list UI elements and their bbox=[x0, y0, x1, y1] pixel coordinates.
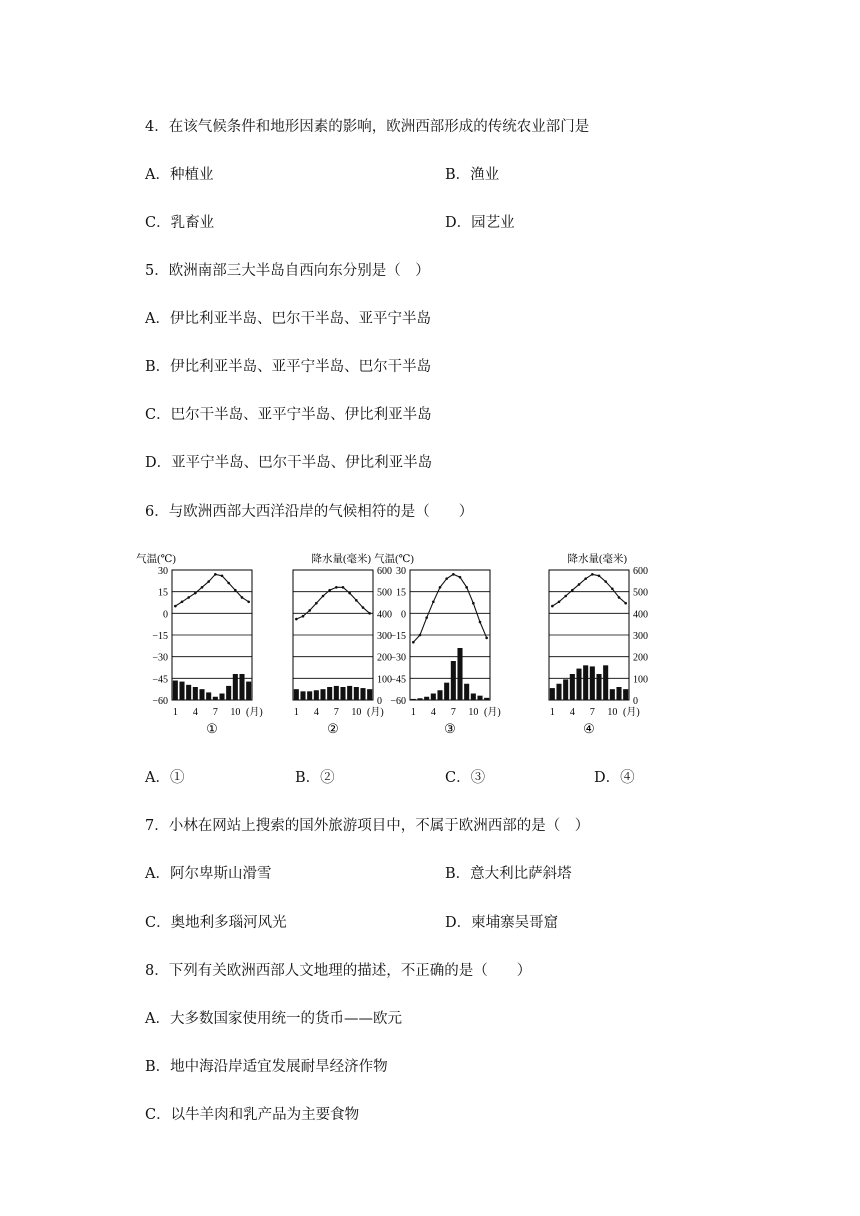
chart-3-temp-point bbox=[459, 576, 462, 579]
chart-1-month-tick: (月) bbox=[246, 707, 263, 718]
q5-option-d[interactable]: D．亚平宁半岛、巴尔干半岛、伊比利亚半岛 bbox=[145, 455, 433, 471]
q6-option-c[interactable]: C．③ bbox=[445, 770, 486, 786]
q4-option-b[interactable]: B．渔业 bbox=[445, 167, 500, 183]
chart-3-temp-point bbox=[419, 634, 422, 637]
chart-2-month-tick: 10 bbox=[351, 707, 362, 718]
chart-4-precip-tick: 100 bbox=[633, 674, 648, 686]
chart-1-month-tick: 7 bbox=[212, 707, 218, 718]
q8-option-c[interactable]: C．以牛羊肉和乳产品为主要食物 bbox=[145, 1107, 360, 1123]
chart-1-precip-bar bbox=[186, 685, 191, 700]
chart-1-precip-bar bbox=[226, 686, 231, 700]
chart-4-month-tick: 7 bbox=[589, 707, 595, 718]
chart-4-precip-bar bbox=[563, 679, 568, 700]
chart-2-precip-tick: 200 bbox=[377, 652, 392, 664]
q7-option-a[interactable]: A．阿尔卑斯山滑雪 bbox=[145, 866, 272, 882]
q6-option-a[interactable]: A．① bbox=[145, 770, 185, 786]
chart-3-temp-point bbox=[412, 641, 415, 644]
chart-1-temp-point bbox=[187, 596, 190, 599]
chart-1-precip-bar bbox=[233, 674, 238, 700]
q6-option-b[interactable]: B．② bbox=[295, 770, 335, 786]
chart-1-temp-point bbox=[201, 586, 204, 589]
q7-option-b[interactable]: B．意大利比萨斜塔 bbox=[445, 866, 572, 882]
chart-4-precip-tick: 0 bbox=[633, 696, 638, 707]
chart-3-temp-tick: 0 bbox=[401, 609, 406, 621]
chart-3-precip-bar bbox=[417, 698, 422, 700]
chart-4-precip-tick: 200 bbox=[633, 652, 648, 664]
chart-4-precip-tick: 400 bbox=[633, 609, 648, 621]
chart-4-precip-tick: 600 bbox=[633, 566, 648, 577]
chart-1-temp-point bbox=[174, 605, 177, 608]
chart-3-temp-tick: 15 bbox=[396, 587, 406, 599]
chart-3-precip-bar bbox=[471, 694, 476, 701]
chart-2-precip-axis-label: 降水量(毫米) bbox=[311, 554, 371, 565]
q4-stem: 4．在该气候条件和地形因素的影响，欧洲西部形成的传统农业部门是 bbox=[145, 119, 590, 135]
chart-1-temp-point bbox=[234, 589, 237, 592]
chart-3-temp-point bbox=[445, 577, 448, 580]
chart-2-precip-bar bbox=[327, 687, 332, 700]
chart-2-caption: ② bbox=[327, 721, 339, 736]
chart-1-temp-point bbox=[207, 580, 210, 583]
chart-2-precip-tick: 300 bbox=[377, 631, 392, 642]
chart-4-temp-point bbox=[571, 589, 574, 592]
chart-2-temp-point bbox=[368, 612, 371, 615]
chart-4-temp-point bbox=[591, 573, 594, 576]
chart-2-temp-line bbox=[296, 587, 369, 619]
chart-2-temp-point bbox=[355, 599, 358, 602]
q5-option-c[interactable]: C．巴尔干半岛、亚平宁半岛、伊比利亚半岛 bbox=[145, 407, 432, 423]
chart-2-precip-tick: 0 bbox=[377, 696, 382, 707]
chart-3-month-tick: 7 bbox=[450, 707, 456, 718]
chart-3-precip-bar bbox=[431, 694, 436, 701]
chart-3-caption: ③ bbox=[444, 721, 456, 736]
chart-1-month-tick: 10 bbox=[230, 707, 241, 718]
chart-1-temp-point bbox=[247, 600, 250, 603]
chart-2-precip-bar bbox=[340, 687, 345, 700]
chart-4-precip-bar bbox=[556, 684, 561, 700]
chart-2-temp-point bbox=[302, 615, 305, 618]
chart-2-precip-bar bbox=[354, 687, 359, 700]
chart-4-month-tick: 4 bbox=[569, 707, 575, 718]
chart-2-month-tick: (月) bbox=[367, 707, 384, 718]
chart-3-temp-point bbox=[465, 586, 468, 589]
chart-1-temp-tick: 0 bbox=[163, 609, 168, 621]
q6-option-d[interactable]: D．④ bbox=[594, 770, 635, 786]
chart-3-temp-tick: −60 bbox=[390, 696, 406, 707]
chart-1-month-tick: 1 bbox=[172, 707, 178, 718]
chart-4-precip-bar bbox=[550, 688, 555, 700]
chart-1-precip-bar bbox=[193, 687, 198, 700]
chart-2-month-tick: 7 bbox=[333, 707, 339, 718]
chart-2-month-tick: 1 bbox=[293, 707, 299, 718]
chart-3-temp-point bbox=[472, 602, 475, 605]
chart-2-precip-bar bbox=[360, 688, 365, 700]
chart-1-temp-point bbox=[214, 573, 217, 576]
chart-2-precip-bar bbox=[367, 689, 372, 700]
chart-2-month-tick: 4 bbox=[313, 707, 319, 718]
q7-option-c[interactable]: C．奥地利多瑙河风光 bbox=[145, 915, 287, 931]
chart-2-temp-point bbox=[348, 592, 351, 595]
chart-1-temp-point bbox=[194, 592, 197, 595]
chart-2-temp-point bbox=[362, 606, 365, 609]
chart-1-temp-point bbox=[227, 582, 230, 585]
q4-option-a[interactable]: A．种植业 bbox=[145, 167, 214, 183]
chart-3-precip-bar bbox=[411, 699, 416, 700]
chart-3-temp-tick: −30 bbox=[390, 652, 406, 664]
chart-4-temp-point bbox=[558, 600, 561, 603]
chart-1-temp-tick: 30 bbox=[158, 566, 168, 577]
q6-stem: 6．与欧洲西部大西洋沿岸的气候相符的是（ ） bbox=[145, 504, 474, 520]
chart-3-precip-bar bbox=[484, 698, 489, 700]
chart-3-temp-point bbox=[485, 637, 488, 640]
chart-3-month-tick: 4 bbox=[430, 707, 436, 718]
chart-4-temp-point bbox=[584, 577, 587, 580]
chart-3-precip-bar bbox=[444, 683, 449, 700]
chart-2-precip-tick: 600 bbox=[377, 566, 392, 577]
chart-1-precip-bar bbox=[239, 674, 244, 700]
chart-3-temp-point bbox=[479, 621, 482, 624]
chart-1-temp-point bbox=[221, 574, 224, 577]
climate-charts-svg bbox=[136, 545, 670, 740]
chart-2-temp-point bbox=[322, 595, 325, 598]
chart-3-temp-axis-label: 气温(℃) bbox=[374, 554, 414, 565]
chart-3-precip-bar bbox=[457, 648, 462, 700]
chart-4-precip-axis-label: 降水量(毫米) bbox=[567, 554, 627, 565]
chart-1-precip-bar bbox=[199, 689, 204, 700]
chart-2-precip-bar bbox=[307, 691, 312, 700]
chart-4-temp-point bbox=[604, 580, 607, 583]
chart-4-temp-point bbox=[598, 574, 601, 577]
chart-2-precip-tick: 100 bbox=[377, 674, 392, 686]
chart-4-precip-bar bbox=[576, 669, 581, 700]
chart-4-precip-bar bbox=[570, 674, 575, 700]
chart-4-precip-tick: 300 bbox=[633, 631, 648, 642]
chart-4-precip-bar bbox=[596, 674, 601, 700]
chart-3-temp-point bbox=[439, 586, 442, 589]
chart-2-precip-bar bbox=[320, 689, 325, 700]
q7-option-d[interactable]: D．柬埔寨吴哥窟 bbox=[445, 915, 559, 931]
chart-3-month-tick: (月) bbox=[484, 707, 501, 718]
q5-stem: 5．欧洲南部三大半岛自西向东分别是（ ） bbox=[145, 263, 430, 279]
chart-4-precip-bar bbox=[623, 689, 628, 700]
chart-3-month-tick: 1 bbox=[410, 707, 416, 718]
chart-2-precip-bar bbox=[347, 686, 352, 700]
chart-1-temp-tick: −60 bbox=[152, 696, 168, 707]
chart-2-precip-bar bbox=[334, 686, 339, 700]
climate-charts bbox=[136, 545, 670, 740]
chart-1-temp-axis-label: 气温(℃) bbox=[136, 554, 176, 565]
q8-option-b[interactable]: B．地中海沿岸适宜发展耐旱经济作物 bbox=[145, 1059, 388, 1075]
chart-2-temp-point bbox=[295, 618, 298, 621]
chart-3-precip-bar bbox=[464, 684, 469, 700]
chart-4-precip-bar bbox=[603, 665, 608, 700]
chart-2-precip-bar bbox=[314, 690, 319, 700]
chart-4-month-tick: 1 bbox=[549, 707, 555, 718]
q5-option-b[interactable]: B．伊比利亚半岛、亚平宁半岛、巴尔干半岛 bbox=[145, 359, 432, 375]
chart-3-temp-line bbox=[413, 574, 486, 642]
chart-4-month-tick: 10 bbox=[607, 707, 618, 718]
chart-1-temp-line bbox=[175, 574, 248, 606]
chart-3-precip-bar bbox=[477, 696, 482, 700]
chart-1-temp-point bbox=[241, 596, 244, 599]
chart-3-temp-tick: 30 bbox=[396, 566, 406, 577]
q4-option-d[interactable]: D．园艺业 bbox=[445, 215, 515, 231]
chart-1-month-tick: 4 bbox=[192, 707, 198, 718]
chart-1-precip-bar bbox=[173, 681, 178, 701]
chart-3-temp-tick: −15 bbox=[390, 631, 406, 642]
q5-option-a[interactable]: A．伊比利亚半岛、巴尔干半岛、亚平宁半岛 bbox=[145, 311, 431, 327]
chart-2-precip-bar bbox=[294, 689, 299, 700]
chart-1-temp-point bbox=[181, 600, 184, 603]
chart-1-precip-bar bbox=[246, 682, 251, 700]
chart-3-temp-point bbox=[425, 616, 428, 619]
chart-1-temp-tick: 15 bbox=[158, 587, 168, 599]
chart-1-precip-bar bbox=[179, 682, 184, 700]
chart-3-precip-bar bbox=[424, 697, 429, 700]
chart-4-temp-point bbox=[611, 587, 614, 590]
chart-4-temp-line bbox=[552, 574, 625, 606]
q7-stem: 7．小林在网站上搜索的国外旅游项目中，不属于欧洲西部的是（ ） bbox=[145, 818, 590, 834]
chart-4-precip-bar bbox=[616, 687, 621, 700]
q4-option-c[interactable]: C．乳畜业 bbox=[145, 215, 215, 231]
chart-3-temp-point bbox=[432, 600, 435, 603]
chart-2-temp-point bbox=[308, 609, 311, 612]
chart-1-precip-bar bbox=[213, 697, 218, 700]
chart-4-precip-bar bbox=[610, 689, 615, 700]
chart-3-precip-bar bbox=[437, 690, 442, 700]
chart-4-month-tick: (月) bbox=[623, 707, 640, 718]
chart-4-temp-point bbox=[564, 595, 567, 598]
chart-3-precip-bar bbox=[451, 661, 456, 700]
chart-4-caption: ④ bbox=[583, 721, 595, 736]
q8-stem: 8．下列有关欧洲西部人文地理的描述，不正确的是（ ） bbox=[145, 963, 532, 979]
chart-1-precip-bar bbox=[206, 692, 211, 700]
chart-2-temp-point bbox=[342, 586, 345, 589]
chart-4-precip-bar bbox=[590, 666, 595, 700]
chart-2-precip-bar bbox=[300, 691, 305, 700]
chart-3-temp-tick: −45 bbox=[390, 674, 406, 686]
chart-1-precip-bar bbox=[219, 694, 224, 701]
chart-4-precip-bar bbox=[583, 665, 588, 700]
chart-1-temp-tick: −30 bbox=[152, 652, 168, 664]
chart-4-temp-point bbox=[624, 602, 627, 605]
chart-3-month-tick: 10 bbox=[468, 707, 479, 718]
chart-4-temp-point bbox=[618, 596, 621, 599]
chart-1-temp-tick: −15 bbox=[152, 631, 168, 642]
chart-1-caption: ① bbox=[206, 721, 218, 736]
q8-option-a[interactable]: A．大多数国家使用统一的货币——欧元 bbox=[145, 1011, 402, 1027]
chart-2-precip-tick: 400 bbox=[377, 609, 392, 621]
chart-4-temp-point bbox=[578, 583, 581, 586]
chart-1-temp-tick: −45 bbox=[152, 674, 168, 686]
chart-2-temp-point bbox=[328, 589, 331, 592]
chart-2-temp-point bbox=[315, 602, 318, 605]
chart-2-temp-point bbox=[335, 586, 338, 589]
chart-2-precip-tick: 500 bbox=[377, 587, 392, 599]
chart-4-precip-tick: 500 bbox=[633, 587, 648, 599]
chart-3-temp-point bbox=[452, 573, 455, 576]
chart-4-temp-point bbox=[551, 605, 554, 608]
